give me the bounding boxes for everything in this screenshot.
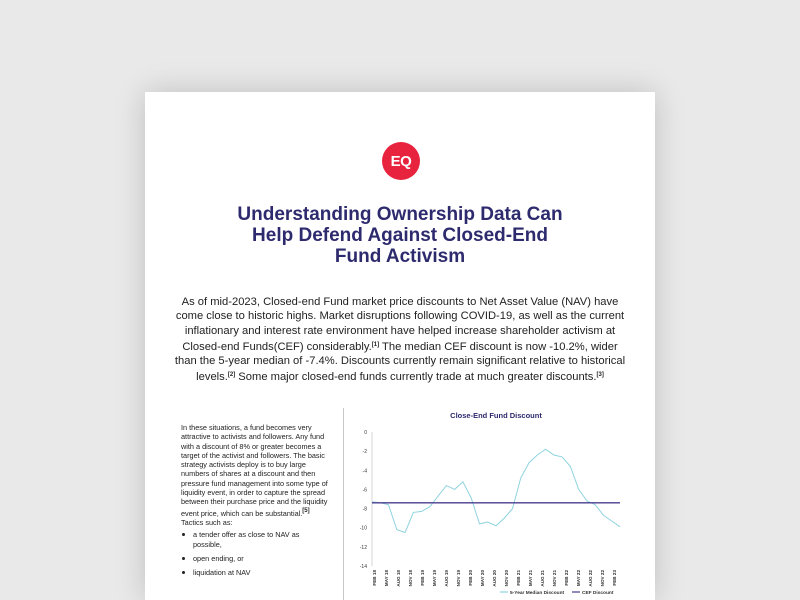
- y-tick-label: -6: [362, 487, 367, 494]
- x-tick-label: MAY 22: [576, 570, 581, 587]
- chart-container: [350, 404, 640, 600]
- x-tick-label: FEB 21: [516, 570, 521, 586]
- x-tick-label: NOV 21: [552, 570, 557, 587]
- column-divider: [343, 408, 344, 600]
- x-tick-label: MAY 18: [384, 570, 389, 587]
- x-tick-label: AUG 18: [396, 570, 401, 587]
- x-tick-label: FEB 22: [564, 570, 569, 586]
- logo-text: EQ: [390, 152, 412, 170]
- discount-chart: [350, 404, 640, 600]
- x-tick-label: FEB 19: [420, 570, 425, 586]
- x-tick-label: FEB 18: [372, 570, 377, 586]
- y-tick-label: -2: [362, 449, 367, 456]
- x-tick-label: AUG 21: [540, 570, 545, 587]
- y-tick-label: -4: [362, 468, 367, 475]
- tactics-intro: Tactics such as:: [181, 517, 233, 527]
- x-tick-label: MAY 19: [432, 570, 437, 587]
- x-tick-label: AUG 22: [588, 570, 593, 587]
- intro-text-2: The median CEF discount is now -10.2%, wider than the 5-year median of -7.4%. Discounts currently remain significant relative to historical levels.: [174, 340, 626, 384]
- footnote-ref-3: [3]: [596, 372, 604, 379]
- title-line-2: Help Defend Against Closed-End: [252, 225, 548, 246]
- footnote-ref-5: [5]: [302, 507, 310, 514]
- list-item: liquidation at NAV: [181, 568, 329, 577]
- list-item: a tender offer as close to NAV as possible,: [181, 530, 329, 549]
- list-item: open ending, or: [181, 554, 329, 563]
- x-tick-label: AUG 20: [492, 570, 497, 587]
- intro-paragraph: [173, 295, 627, 385]
- left-column: [181, 423, 329, 582]
- left-paragraph: In these situations, a fund becomes very attractive to activists and followers. Any fund with a discount of 8% or greater becomes a target of the activist and followers. The basic strategy activists deploy is to buy large numbers of shares at a discount and then pressure fund management into some type of liquidity event, in order to capture the spread between their purchase price and the liquidity event price, which can be substantial.: [181, 423, 328, 518]
- x-tick-label: NOV 20: [504, 570, 509, 587]
- y-tick-label: -14: [359, 564, 367, 570]
- title-line-3: Fund Activism: [334, 246, 466, 267]
- x-tick-label: AUG 19: [444, 570, 449, 587]
- y-tick-label: 0: [364, 430, 367, 436]
- eq-logo: [382, 142, 420, 180]
- intro-text-3: Some major closed-end funds currently trade at much greater discounts.: [235, 371, 597, 384]
- title-line-1: Understanding Ownership Data Can: [237, 204, 563, 225]
- document-page: [145, 92, 655, 600]
- y-tick-label: -8: [362, 506, 367, 513]
- document-title: [185, 204, 615, 267]
- series-line-five-year-median: [372, 449, 620, 532]
- intro-text-1: As of mid-2023, Closed-end Fund market price discounts to Net Asset Value (NAV) have come close to historic highs. Market disruptions following COVID-19, as well as the current inflationary and interest rate environment have helped increase shareholder activism at Closed-end Funds(CEF) considerably.: [175, 296, 625, 353]
- x-tick-label: FEB 20: [468, 570, 473, 586]
- tactics-list: [181, 530, 329, 577]
- y-tick-label: -12: [359, 544, 367, 551]
- legend-label: CEF Discount: [582, 591, 614, 596]
- y-tick-label: -10: [359, 525, 367, 532]
- footnote-ref-2: [2]: [227, 372, 236, 379]
- x-tick-label: NOV 19: [456, 570, 461, 587]
- x-tick-label: MAY 21: [528, 570, 533, 587]
- footnote-ref-1: [1]: [371, 341, 380, 348]
- chart-title: Close-End Fund Discount: [450, 411, 542, 420]
- x-tick-label: FEB 23: [612, 570, 617, 586]
- x-tick-label: MAY 20: [480, 570, 485, 587]
- x-tick-label: NOV 18: [408, 570, 413, 587]
- legend-label: 5-Year Median Discount: [510, 591, 565, 596]
- x-tick-label: NOV 22: [600, 570, 605, 587]
